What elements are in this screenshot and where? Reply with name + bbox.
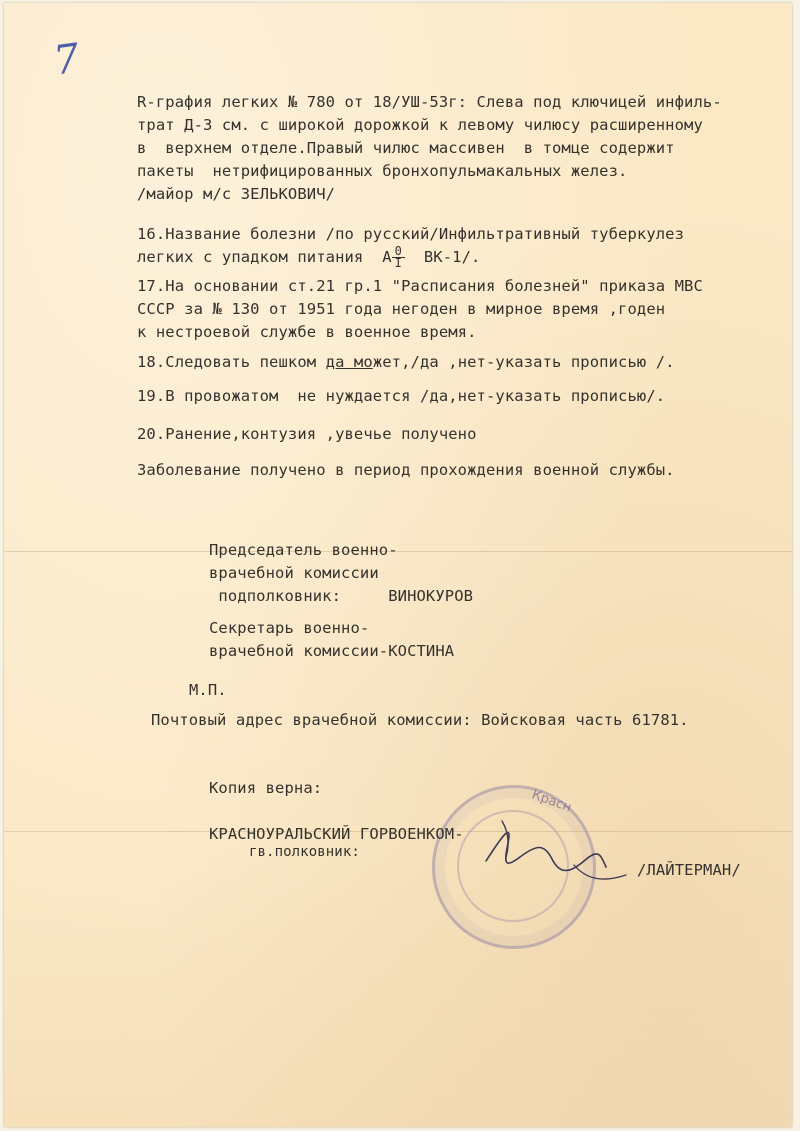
text-line: легких с упадком питания А bbox=[137, 248, 392, 266]
item-17-fitness bbox=[137, 275, 703, 344]
text-line: СССР за № 130 от 1951 года негоден в мирное время ,годен bbox=[137, 300, 666, 318]
text-line: к нестроевой службе в военное время. bbox=[137, 323, 477, 341]
text-line: ВК-1/. bbox=[405, 248, 481, 266]
text-line: 16.Название болезни /по русский/Инфильтративный туберкулез bbox=[137, 225, 685, 243]
secretary-block bbox=[209, 617, 454, 663]
underlined-answer: да мо bbox=[325, 353, 373, 371]
text-line: Секретарь военно- bbox=[209, 619, 370, 637]
voenkom-title: КРАСНОУРАЛЬСКИЙ ГОРВОЕНКОМ- bbox=[209, 825, 464, 843]
copy-true-label: Копия верна: bbox=[209, 779, 323, 797]
item-20-injury: 20.Ранение,контузия ,увечье получено bbox=[137, 425, 477, 443]
seal-place-label: М.П. bbox=[189, 681, 227, 699]
page-number: 7 bbox=[50, 35, 83, 85]
radiography-paragraph bbox=[137, 91, 722, 206]
fraction bbox=[392, 246, 405, 269]
text-line: трат Д-3 см. с широкой дорожкой к левому чилюсу расширенному bbox=[137, 116, 703, 134]
text-line: Председатель военно- bbox=[209, 541, 398, 559]
text-part: жет,/да ,нет-указать прописью /. bbox=[372, 353, 675, 371]
text-part: 18.Следовать пешком bbox=[137, 353, 326, 371]
text-line: врачебной комиссии-КОСТИНА bbox=[209, 642, 455, 660]
colonel-rank: гв.полковник: bbox=[249, 844, 360, 860]
text-line: пакеты нетрифицированных бронхопульмакальных желез. bbox=[137, 162, 628, 180]
item-18-walking bbox=[137, 351, 675, 374]
document-sheet bbox=[4, 3, 792, 1127]
handwritten-signature bbox=[474, 813, 634, 893]
text-line: подполковник: ВИНОКУРОВ bbox=[209, 587, 474, 605]
item-16-diagnosis bbox=[137, 223, 684, 269]
item-19-escort: 19.В провожатом не нуждается /да,нет-указать прописью/. bbox=[137, 387, 666, 405]
text-line: R-графия легких № 780 от 18/УШ-53г: Слева под ключицей инфиль- bbox=[137, 93, 722, 111]
text-line: в верхнем отделе.Правый чилюс массивен в томце содержит bbox=[137, 139, 675, 157]
text-line: 17.На основании ст.21 гр.1 "Расписания болезней" приказа МВС bbox=[137, 277, 703, 295]
stamp-text: Красн bbox=[529, 787, 574, 816]
signatory-name: /ЛАЙТЕРМАН/ bbox=[637, 861, 741, 879]
text-line: /майор м/с ЗЕЛЬКОВИЧ/ bbox=[137, 185, 336, 203]
fraction-numerator: 0 bbox=[392, 246, 405, 258]
chairman-block bbox=[209, 539, 473, 608]
text-line: врачебной комиссии bbox=[209, 564, 379, 582]
illness-note: Заболевание получено в период прохождения военной службы. bbox=[137, 461, 675, 479]
fraction-denominator: I bbox=[394, 256, 402, 270]
postal-address: Почтовый адрес врачебной комиссии: Войсковая часть 61781. bbox=[151, 711, 689, 729]
